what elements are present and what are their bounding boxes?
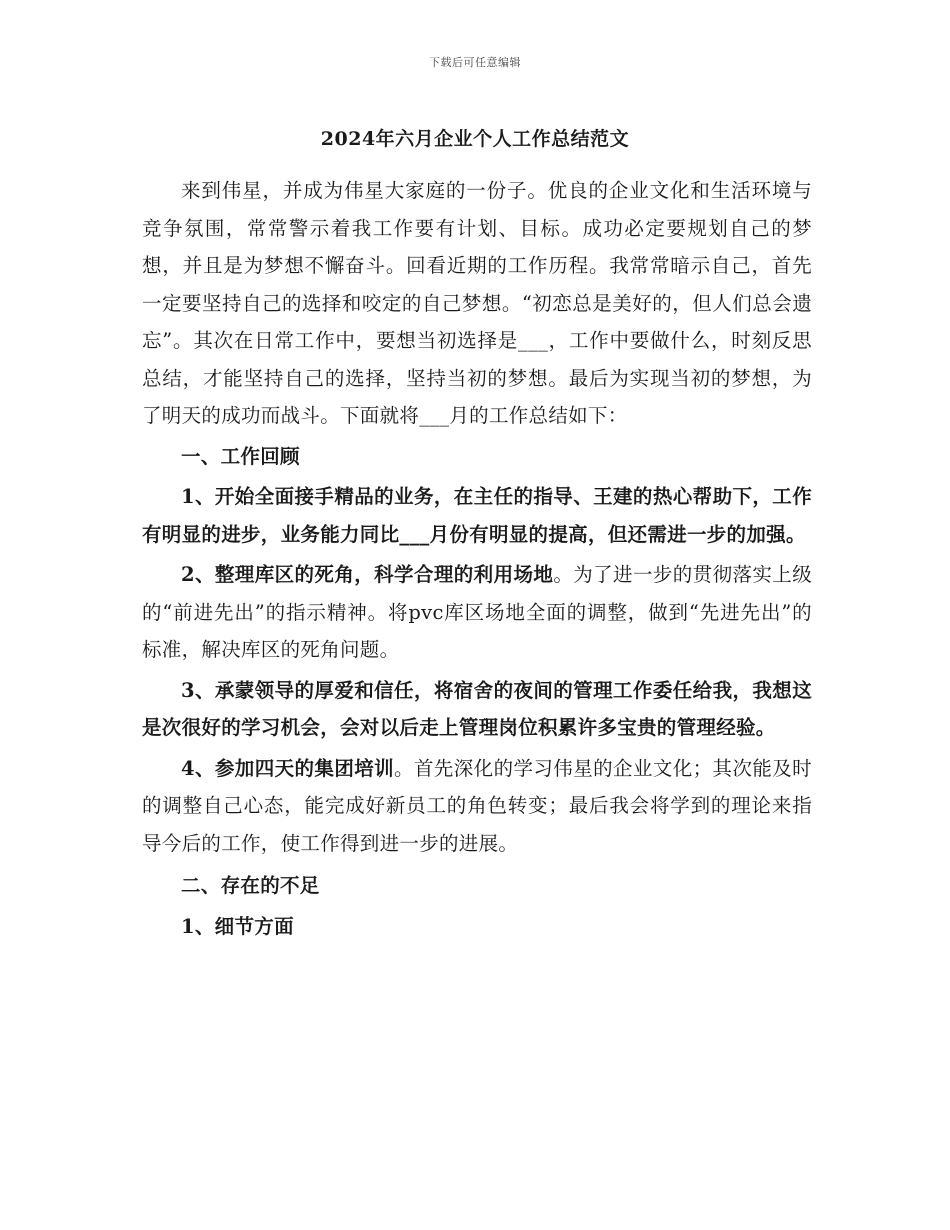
review-item-3: 3、承蒙领导的厚爱和信任，将宿舍的夜间的管理工作委任给我，我想这是次很好的学习机会，会对以后走上管理岗位积累许多宝贵的管理经验。 — [142, 678, 812, 739]
header-note: 下载后可任意编辑 — [429, 56, 521, 69]
review-item-2-body: 。为了进一步的贯彻落实上级的“前进先出”的指示精神。将pvc库区场地全面的调整，做到“先进先出”的标准，解决库区的死角问题。 — [142, 563, 812, 661]
document-body — [142, 172, 812, 945]
review-item-1: 1、开始全面接手精品的业务，在主任的指导、王建的热心帮助下，工作有明显的进步，业务能力同比___月份有明显的提高，但还需进一步的加强。 — [142, 485, 812, 546]
section-heading-review: 一、工作回顾 — [181, 444, 300, 468]
section-heading-shortcomings: 二、存在的不足 — [181, 874, 320, 897]
review-item-4-body: 。首先深化的学习伟星的企业文化；其次能及时的调整自己心态，能完成好新员工的角色转变；最后我会将学到的理论来指导今后的工作，使工作得到进一步的进展。 — [142, 756, 812, 855]
review-item-2-lead: 2、整理库区的死角，科学合理的利用场地 — [181, 563, 554, 586]
subsection-heading-details: 1、细节方面 — [181, 914, 294, 938]
intro-paragraph: 来到伟星，并成为伟星大家庭的一份子。优良的企业文化和生活环境与竞争氛围，常常警示着我工作要有计划、目标。成功必定要规划自己的梦想，并且是为梦想不懈奋斗。回看近期的工作历程。我常常暗示自己，首先一定要坚持自己的选择和咬定的自己梦想。“初恋总是美好的，但人们总会遗忘”。其次在日常工作中，要想当初选择是___，工作中要做什么，时刻反思总结，才能坚持自己的选择，坚持当初的梦想。最后为实现当初的梦想，为了明天的成功而战斗。下面就将___月的工作总结如下： — [142, 179, 812, 427]
document-title: 2024年六月企业个人工作总结范文 — [320, 128, 630, 150]
review-item-2 — [142, 556, 812, 669]
review-item-4-lead: 4、参加四天的集团培训 — [181, 756, 395, 780]
review-item-4 — [142, 750, 812, 863]
